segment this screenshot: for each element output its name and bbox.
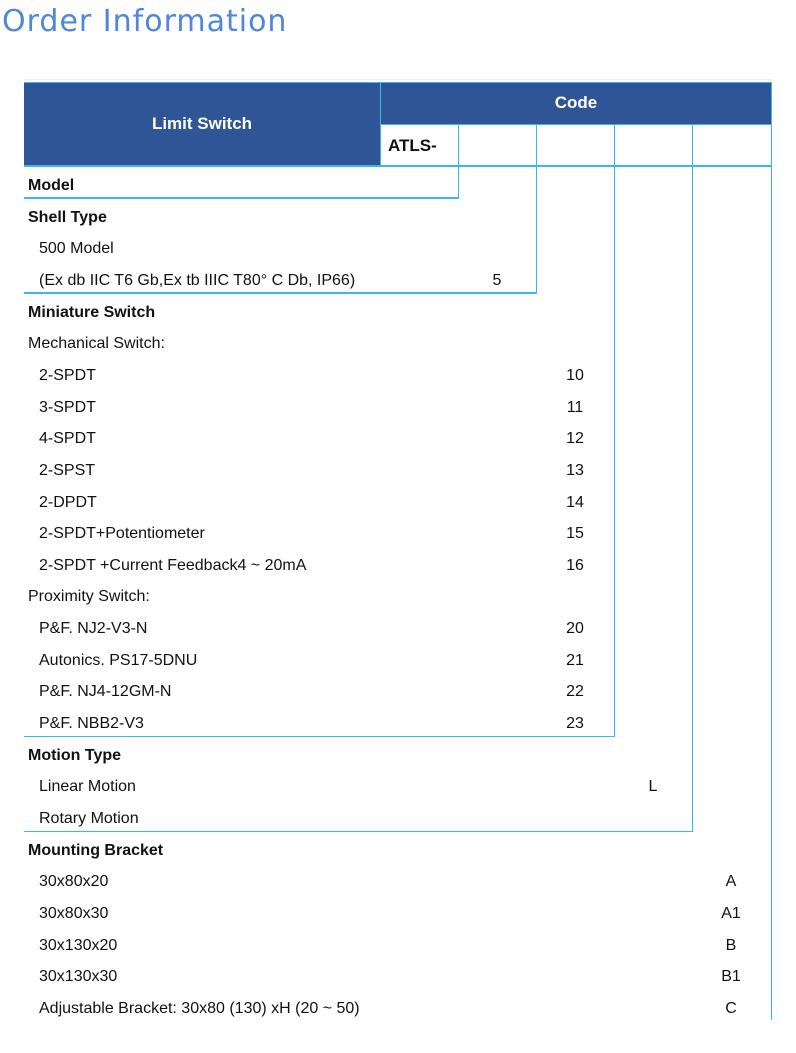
option-row <box>24 518 772 549</box>
option-label: Autonics. PS17-5DNU <box>39 651 198 669</box>
option-row <box>24 676 772 707</box>
option-code: 20 <box>566 620 584 638</box>
option-label: 2-SPST <box>39 461 96 479</box>
option-row <box>24 645 772 676</box>
section-header <box>24 740 772 771</box>
option-row <box>24 392 772 423</box>
option-code: 11 <box>566 398 584 416</box>
option-code: 15 <box>566 525 584 543</box>
option-code: 23 <box>566 715 584 733</box>
option-code: 21 <box>566 651 584 669</box>
option-row <box>24 233 772 264</box>
option-label: 30x130x30 <box>39 968 118 986</box>
option-label: 30x80x20 <box>39 873 109 891</box>
option-label: Rotary Motion <box>39 810 139 827</box>
option-row <box>24 930 772 961</box>
option-code: L <box>648 778 658 796</box>
option-label: Model <box>28 177 75 194</box>
option-label: 30x80x30 <box>39 904 109 922</box>
option-label: P&F. NJ2-V3-N <box>39 620 148 638</box>
option-code: 16 <box>566 556 584 574</box>
option-row <box>24 898 772 929</box>
option-row <box>24 771 772 802</box>
option-label: 3-SPDT <box>39 398 96 416</box>
option-label: Adjustable Bracket: 30x80 (130) xH (20 ~ 50) <box>39 999 360 1017</box>
option-row <box>24 866 772 897</box>
option-row <box>24 803 772 834</box>
option-code: 13 <box>566 461 584 479</box>
option-row <box>24 455 772 486</box>
option-code: 22 <box>566 683 584 701</box>
option-label: Motion Type <box>28 746 122 764</box>
subsection-label <box>24 581 772 612</box>
option-label: (Ex db IIC T6 Gb,Ex tb IIIC T80° C Db, IP66) <box>39 271 356 289</box>
option-label: 4-SPDT <box>39 430 96 448</box>
option-label: 30x130x20 <box>39 936 118 954</box>
section-header <box>24 202 772 233</box>
code-header <box>380 82 772 124</box>
option-label: 2-SPDT +Current Feedback4 ~ 20mA <box>39 556 307 574</box>
subsection-label <box>24 328 772 359</box>
option-code: A <box>725 873 737 891</box>
product-header <box>24 82 380 166</box>
option-code: 14 <box>566 493 584 511</box>
option-code: 12 <box>566 430 584 448</box>
page-title: Order Information <box>2 4 288 39</box>
code-prefix: ATLS- <box>388 136 437 155</box>
option-row <box>24 487 772 518</box>
option-row <box>24 550 772 581</box>
section-header <box>24 170 772 201</box>
option-code: C <box>725 999 737 1017</box>
section-header <box>24 835 772 866</box>
option-code: 10 <box>566 366 584 384</box>
option-label: Mechanical Switch: <box>28 335 165 353</box>
option-row <box>24 961 772 992</box>
option-code: 5 <box>492 271 502 289</box>
option-label: Mounting Bracket <box>28 841 164 859</box>
option-code: B <box>725 936 737 954</box>
option-label: 500 Model <box>39 240 114 258</box>
option-label: Proximity Switch: <box>28 588 150 606</box>
section-header <box>24 297 772 328</box>
option-code: B1 <box>721 968 741 986</box>
product-header-label: Limit Switch <box>151 114 253 133</box>
option-row <box>24 265 772 296</box>
option-row <box>24 423 772 454</box>
option-row <box>24 993 772 1024</box>
option-label: Miniature Switch <box>28 303 156 321</box>
option-code: A1 <box>721 904 741 922</box>
option-label: P&F. NJ4-12GM-N <box>39 683 172 701</box>
code-header-label: Code <box>554 93 598 112</box>
option-row <box>24 360 772 391</box>
option-label: 2-SPDT <box>39 366 96 384</box>
option-label: Linear Motion <box>39 778 136 796</box>
option-label: 2-DPDT <box>39 493 97 511</box>
option-row <box>24 613 772 644</box>
option-label: Shell Type <box>28 208 107 226</box>
option-label: P&F. NBB2-V3 <box>39 715 144 733</box>
option-label: 2-SPDT+Potentiometer <box>39 525 205 543</box>
option-row <box>24 708 772 739</box>
